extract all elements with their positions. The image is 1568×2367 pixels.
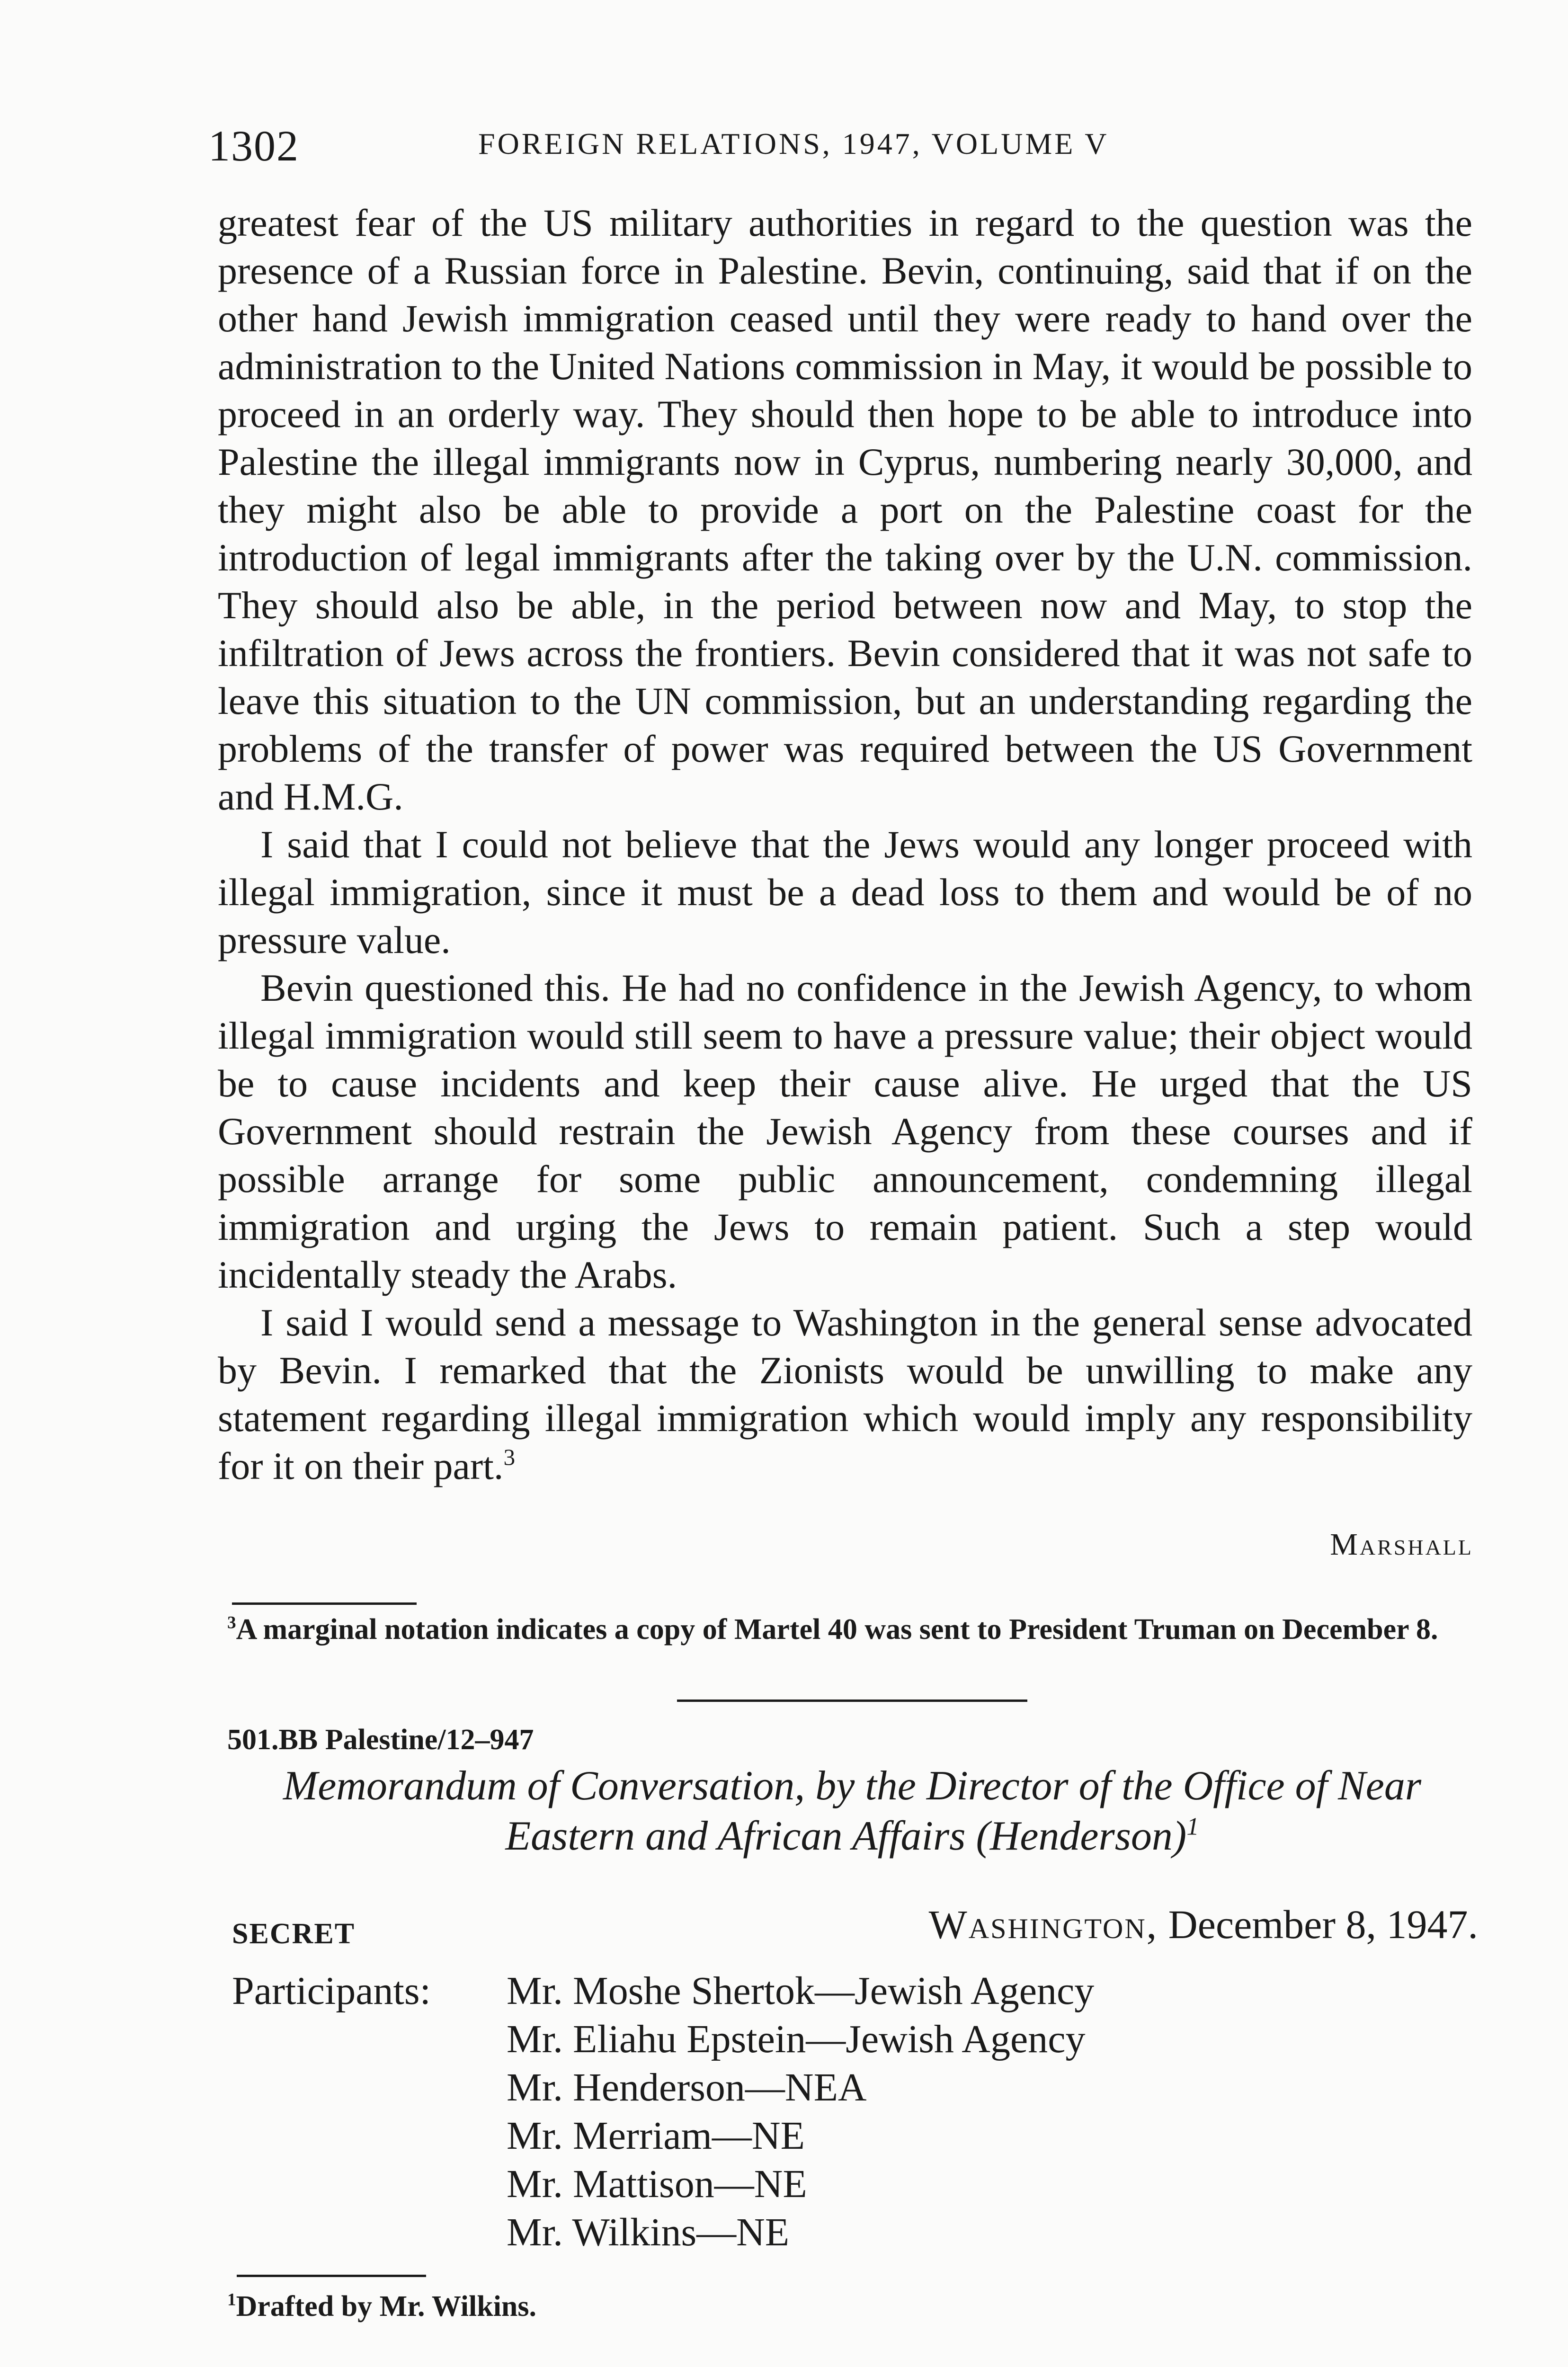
paragraph: greatest fear of the US military authorities in regard to the question was the presence of a Russian force in Palestine. Bevin, continuing, said that if on the other hand Jewish immigration ceased until they were ready to hand over the administration to the United Nations commission in May, it would be possible to proceed in an orderly way. They should then hope to be able to introduce into Palestine the illegal immigrants now in Cyprus, numbering nearly 30,000, and they might also be able to provide a port on the Palestine coast for the introduction of legal immigrants after the taking over by the U.N. commission. They should also be able, in the period between now and May, to stop the infiltration of Jews across the frontiers. Bevin considered that it was not safe to leave this situation to the UN commission, but an understanding regarding the problems of the transfer of power was required between the US Government and H.M.G. [218, 201, 1472, 818]
paragraph: I said that I could not believe that the Jews would any longer proceed with illegal immigration, since it must be a dead loss to them and would be of no pressure value. [218, 823, 1472, 961]
footnote-reference: 3 [503, 1444, 516, 1470]
paragraph: Bevin questioned this. He had no confidence in the Jewish Agency, to whom illegal immigration would still seem to have a pressure value; their object would be to cause incidents and keep their cause alive. He urged that the US Government should restrain the Jewish Agency from these courses and if possible arrange for some public announcement, condemning illegal immigration and urging the Jews to remain patient. Such a step would incidentally steady the Arabs. [218, 966, 1472, 1296]
footnote-text: Drafted by Mr. Wilkins. [236, 2290, 537, 2323]
participant: Mr. Henderson—NEA [507, 2065, 867, 2109]
file-reference: 501.BB Palestine/12–947 [227, 1724, 534, 1756]
footnote [227, 2289, 1472, 2324]
participant: Mr. Moshe Shertok—Jewish Agency [507, 1969, 1095, 2013]
document-title-text: Memorandum of Conversation, by the Director of the Office of Near Eastern and African Affairs (Henderson) [283, 1763, 1422, 1859]
signature: Marshall [1330, 1527, 1473, 1562]
footnote-text: A marginal notation indicates a copy of Martel 40 was sent to President Truman on December 8. [236, 1613, 1438, 1646]
participant: Mr. Merriam—NE [507, 2114, 805, 2158]
page-header [208, 121, 1477, 173]
participants-label: Participants: [232, 1969, 431, 2013]
footnote [227, 1612, 1472, 1647]
participant: Mr. Wilkins—NE [507, 2210, 790, 2254]
footnote-reference: 1 [1186, 1813, 1199, 1841]
running-head: FOREIGN RELATIONS, 1947, VOLUME V [478, 127, 1109, 160]
body-text [218, 199, 1472, 1490]
paragraph-text: I said I would send a message to Washington in the general sense advocated by Bevin. I remarked that the Zionists would be unwilling to make any statement regarding illegal immigration which would imply any responsibility for it on their part. [218, 1301, 1472, 1487]
dateline-place: Washington, [928, 1902, 1158, 1947]
dateline [929, 1901, 1478, 1948]
section-divider [677, 1700, 1027, 1702]
footnote-divider [237, 2275, 426, 2277]
footnote-divider [232, 1602, 417, 1605]
page-number: 1302 [208, 122, 299, 170]
participants-list [507, 1967, 1094, 2257]
document-title [227, 1761, 1477, 1861]
paragraph [218, 1299, 1472, 1490]
participant: Mr. Eliahu Epstein—Jewish Agency [507, 2017, 1086, 2061]
participant: Mr. Mattison—NE [507, 2162, 807, 2206]
footnote-mark: 3 [227, 1613, 236, 1633]
classification-marking: SECRET [232, 1918, 356, 1950]
footnote-mark: 1 [227, 2290, 236, 2310]
dateline-date: December 8, 1947. [1168, 1902, 1478, 1947]
